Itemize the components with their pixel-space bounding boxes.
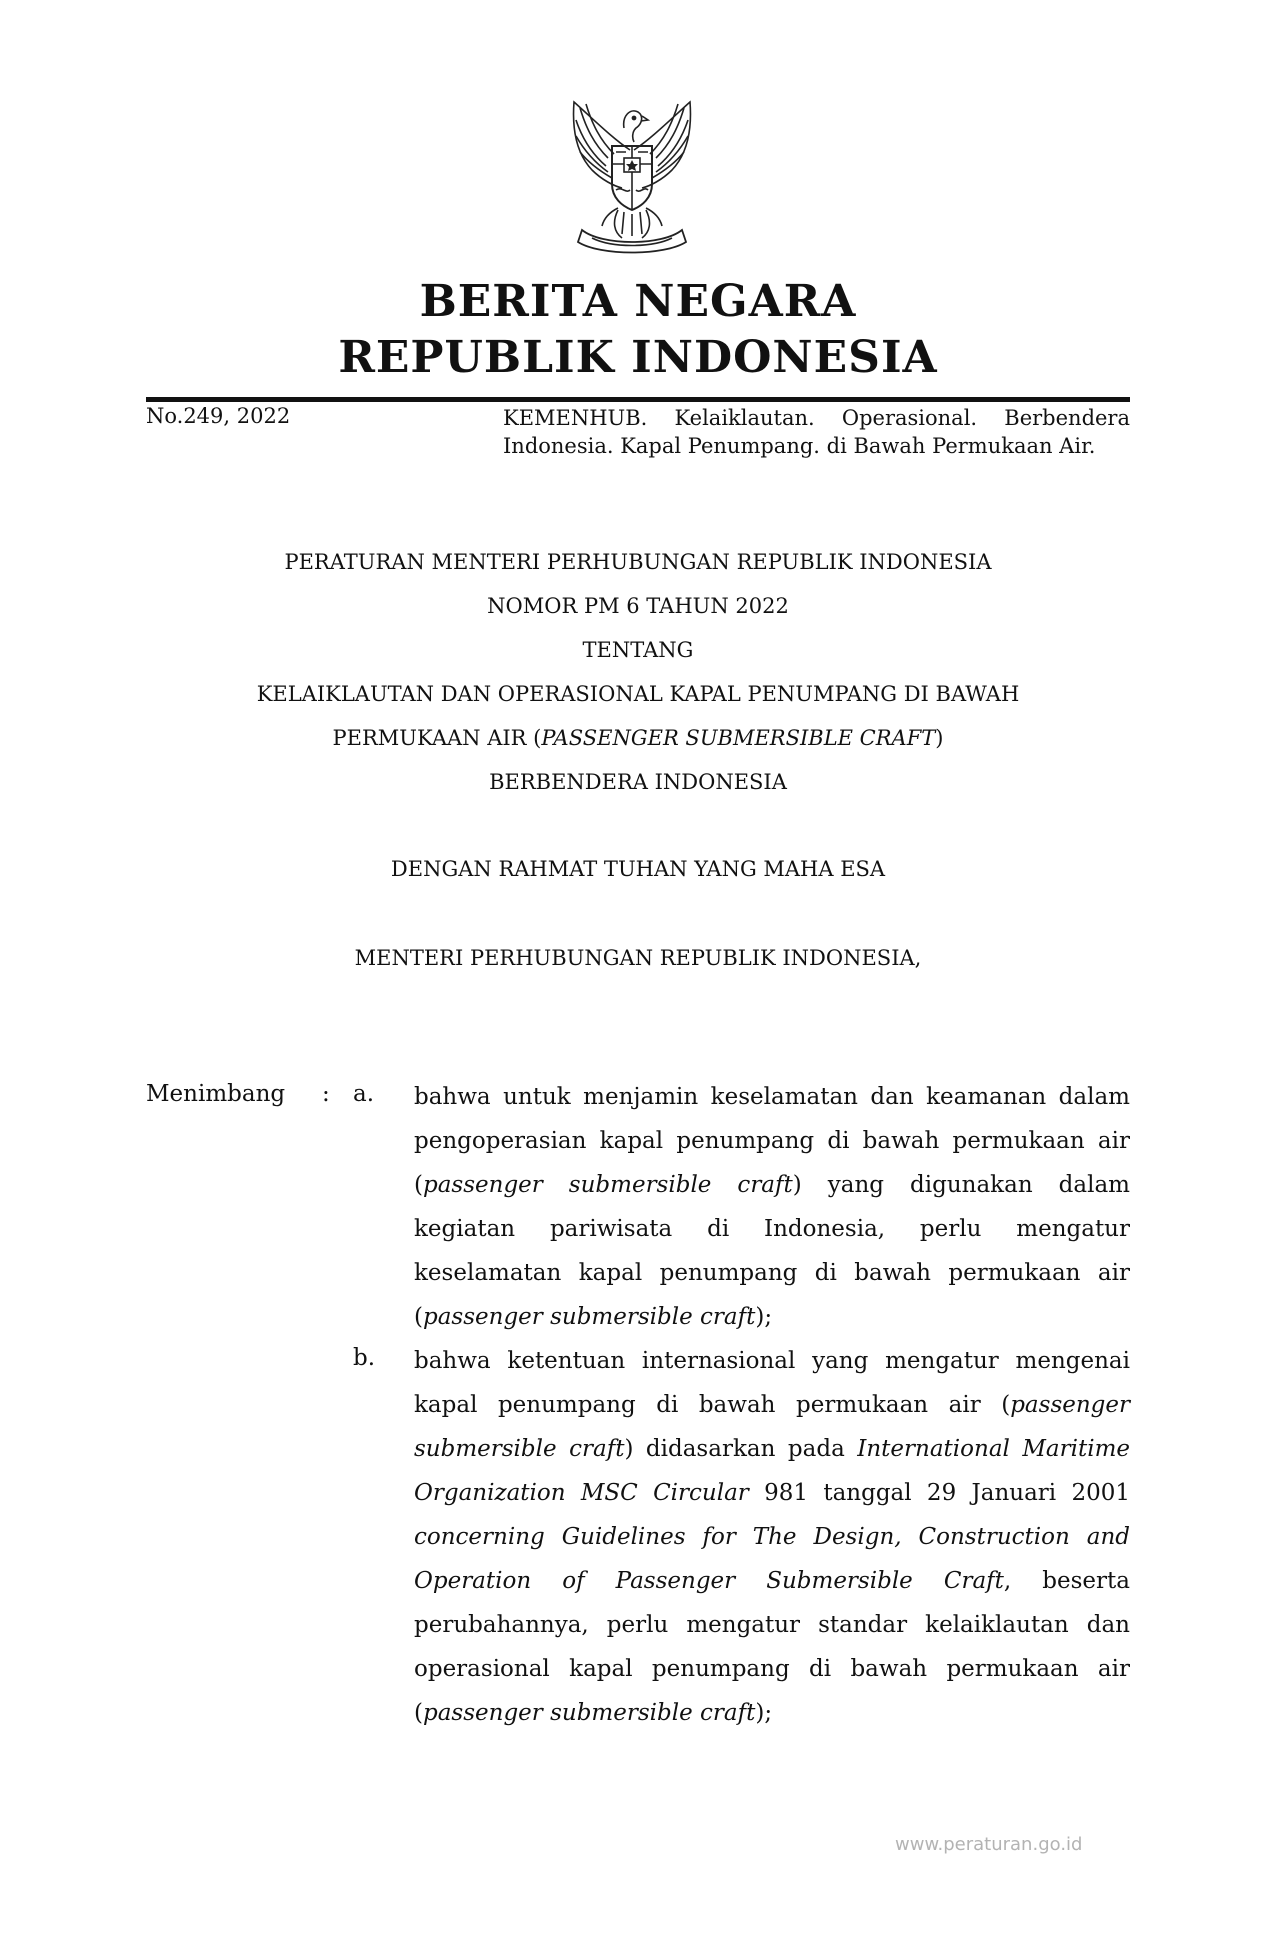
considering-item-a [414, 1075, 1130, 1339]
regulation-number: NOMOR PM 6 TAHUN 2022 [487, 594, 789, 618]
watermark-link[interactable]: www.peraturan.go.id [895, 1834, 1083, 1855]
text-segment: ); [755, 1700, 773, 1726]
italic-term: concerning Guidelines for The Design, Construction and Operation of Passenger Submersible Craft [414, 1524, 1130, 1594]
garuda-emblem-icon [552, 98, 712, 260]
regulation-subject-line-3: BERBENDERA INDONESIA [489, 770, 787, 794]
gazette-number: No.249, 2022 [146, 404, 291, 428]
text-segment: ); [755, 1304, 773, 1330]
considering-item-b [414, 1339, 1130, 1735]
italic-term: International Maritime Organization MSC Circular [414, 1436, 1131, 1506]
regulation-subject-line-2 [146, 726, 1130, 750]
italic-term: passenger submersible craft [422, 1700, 756, 1726]
text-segment: ) yang digunakan dalam kegiatan pariwisata di Indonesia, perlu mengatur keselamatan kapal penumpang di bawah permukaan air ( [414, 1172, 1130, 1330]
text-segment: , beserta perubahannya, perlu mengatur standar kelaiklautan dan operasional kapal penumpang di bawah permukaan air ( [414, 1568, 1130, 1726]
subject-line-2-pre: PERMUKAAN AIR ( [332, 726, 542, 750]
masthead-line-2: REPUBLIK INDONESIA [338, 332, 938, 383]
text-segment: bahwa untuk menjamin keselamatan dan keamanan dalam pengoperasian kapal penumpang di bawah permukaan air ( [414, 1084, 1130, 1198]
italic-term: passenger submersible craft [422, 1172, 793, 1198]
considering-item-marker: a. [353, 1081, 375, 1107]
masthead-divider [146, 397, 1130, 402]
text-segment: bahwa ketentuan internasional yang mengatur mengenai kapal penumpang di bawah permukaan air ( [414, 1348, 1130, 1418]
italic-term: passenger submersible craft [422, 1304, 756, 1330]
masthead-line-1: BERITA NEGARA [419, 276, 857, 327]
subject-line-2-italic: PASSENGER SUBMERSIBLE CRAFT [541, 726, 936, 750]
text-segment: 981 tanggal 29 Januari 2001 [748, 1480, 1130, 1506]
subject-line-2-post: ) [935, 726, 944, 750]
regulation-about: TENTANG [582, 638, 694, 662]
considering-label: Menimbang [146, 1081, 286, 1107]
considering-item-marker: b. [353, 1345, 376, 1371]
regulation-authority: MENTERI PERHUBUNGAN REPUBLIK INDONESIA, [354, 946, 922, 970]
gazette-masthead [146, 274, 1130, 386]
regulation-subject-line-1: KELAIKLAUTAN DAN OPERASIONAL KAPAL PENUMPANG DI BAWAH [256, 682, 1020, 706]
gazette-subject: KEMENHUB. Kelaiklautan. Operasional. Berbendera Indonesia. Kapal Penumpang. di Bawah Permukaan Air. [503, 406, 1130, 458]
considering-colon: : [322, 1081, 330, 1107]
italic-term: passenger submersible craft [414, 1392, 1130, 1462]
regulation-title: PERATURAN MENTERI PERHUBUNGAN REPUBLIK INDONESIA [284, 550, 992, 574]
regulation-preamble: DENGAN RAHMAT TUHAN YANG MAHA ESA [390, 857, 886, 881]
text-segment: ) didasarkan pada [624, 1436, 858, 1462]
